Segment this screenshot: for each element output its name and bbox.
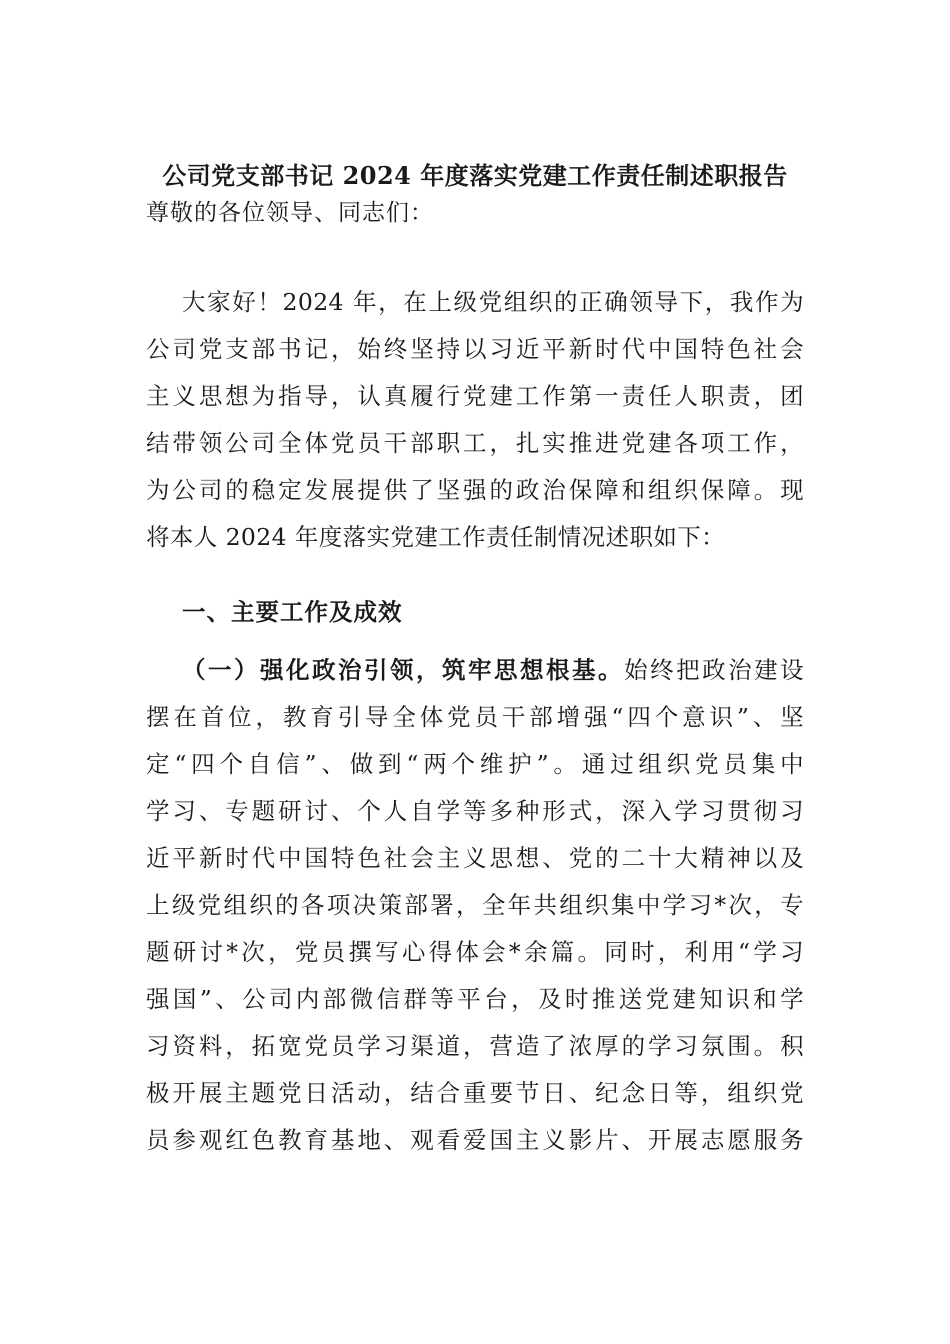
salutation: 尊敬的各位领导、同志们： [146, 200, 434, 226]
intro-line: 大家好！2024 年，在上级党组织的正确领导下，我作为 [182, 288, 804, 316]
body-line: 习资料，拓宽党员学习渠道，营造了浓厚的学习氛围。积 [146, 1032, 804, 1060]
body-line: 上级党组织的各项决策部署，全年共组织集中学习*次，专 [146, 891, 804, 919]
body-line: 定“四个自信”、做到“两个维护”。通过组织党员集中 [146, 750, 804, 778]
subsection-first-line [182, 650, 804, 690]
body-line: 近平新时代中国特色社会主义思想、党的二十大精神以及 [146, 844, 804, 872]
document-title: 公司党支部书记 2024 年度落实党建工作责任制述职报告 [162, 161, 788, 190]
intro-line: 将本人 2024 年度落实党建工作责任制情况述职如下： [146, 523, 726, 551]
body-line: 题研讨*次，党员撰写心得体会*余篇。同时，利用“学习 [146, 938, 804, 966]
section-heading: 一、主要工作及成效 [182, 598, 403, 626]
subsection-heading: （一）强化政治引领，筑牢思想根基。 [182, 656, 625, 684]
subsection-heading-rest: 始终把政治建设 [624, 656, 804, 684]
intro-line: 为公司的稳定发展提供了坚强的政治保障和组织保障。现 [146, 476, 804, 504]
intro-line: 主义思想为指导，认真履行党建工作第一责任人职责，团 [146, 382, 804, 410]
body-line: 强国”、公司内部微信群等平台，及时推送党建知识和学 [146, 985, 804, 1013]
intro-line: 公司党支部书记，始终坚持以习近平新时代中国特色社会 [146, 335, 804, 363]
body-line: 极开展主题党日活动，结合重要节日、纪念日等，组织党 [146, 1079, 804, 1107]
body-line: 员参观红色教育基地、观看爱国主义影片、开展志愿服务 [146, 1126, 804, 1154]
intro-line: 结带领公司全体党员干部职工，扎实推进党建各项工作， [146, 429, 804, 457]
body-line: 摆在首位，教育引导全体党员干部增强“四个意识”、坚 [146, 703, 804, 731]
body-line: 学习、专题研讨、个人自学等多种形式，深入学习贯彻习 [146, 797, 804, 825]
